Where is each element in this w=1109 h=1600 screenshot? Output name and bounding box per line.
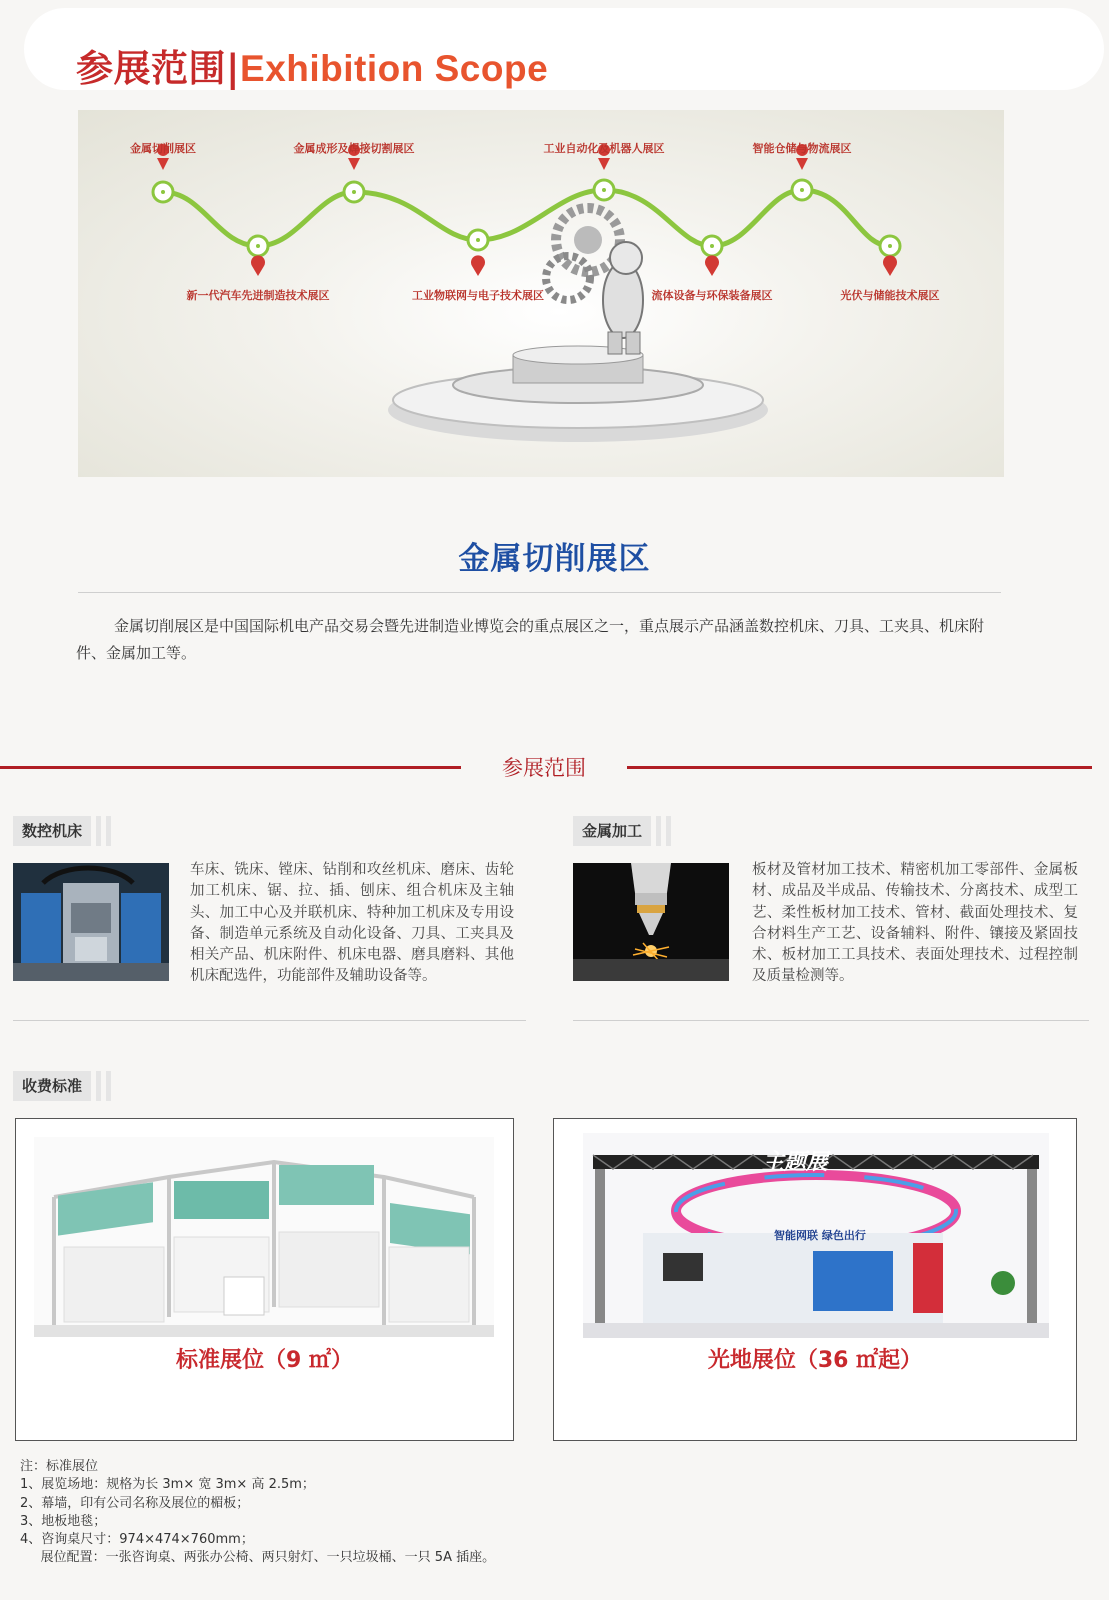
metal-bottom-rule xyxy=(573,1020,1089,1021)
zone-label-top-2: 金属成形及焊接切割展区 xyxy=(293,142,415,155)
zone-label-top-3: 工业自动化及机器人展区 xyxy=(543,142,665,155)
tag-metal-processing: 金属加工 xyxy=(573,816,651,846)
zone-label-bottom-4: 光伏与储能技术展区 xyxy=(840,289,940,302)
note-line: 4、咨询桌尺寸：974×474×760mm； xyxy=(20,1532,254,1548)
note-line: 展位配置：一张咨询桌、两张办公椅、两只射灯、一只垃圾桶、一只 5A 插座。 xyxy=(20,1550,496,1566)
divider-line-right xyxy=(627,766,1092,769)
raw-booth-slogan-text: 智能网联 绿色出行 xyxy=(774,1229,866,1242)
zone-label-bottom-2: 工业物联网与电子技术展区 xyxy=(412,289,544,302)
cnc-bottom-rule xyxy=(13,1020,526,1021)
standard-booth-card xyxy=(15,1118,514,1441)
tag-cnc: 数控机床 xyxy=(13,816,91,846)
exhibition-zones-banner xyxy=(78,110,1004,477)
standard-booth-caption: 标准展位（9 ㎡） xyxy=(176,1348,353,1373)
page-title-cn: 参展范围| xyxy=(76,47,241,90)
zone-label-top-4: 智能仓储与物流展区 xyxy=(752,142,852,155)
section-rule xyxy=(78,592,1001,593)
zone-label-bottom-1: 新一代汽车先进制造技术展区 xyxy=(186,289,330,302)
zone-label-top-1: 金属切削展区 xyxy=(130,142,196,155)
raw-booth-sign-text: 主题展 xyxy=(762,1150,829,1175)
page-title-en: Exhibition Scope xyxy=(240,48,549,89)
page-title xyxy=(76,38,548,92)
zone-label-bottom-3: 流体设备与环保装备展区 xyxy=(651,289,773,302)
section-title: 金属切削展区 xyxy=(458,541,651,577)
standard-booth-illustration xyxy=(34,1137,494,1337)
note-line: 3、地板地毯； xyxy=(20,1513,107,1529)
raw-space-card xyxy=(553,1118,1077,1441)
metal-processing-description: 板材及管材加工技术、精密机加工零部件、金属板材、成品及半成品、传输技术、分离技术、成型工艺、柔性板材加工技术、管材、截面处理技术、复合材料生产工艺、设备辅料、附件、镶接及紧固技术、板材加工工具技术、表面处理技术、过程控制及质量检测等。 xyxy=(752,862,1078,985)
divider-line-left xyxy=(0,766,461,769)
section-intro: 金属切削展区是中国国际机电产品交易会暨先进制造业博览会的重点展区之一，重点展示产品涵盖数控机床、刀具、工夹具、机床附件、金属加工等。 xyxy=(76,617,985,662)
booth-notes xyxy=(20,1458,495,1568)
note-line: 注：标准展位 xyxy=(20,1459,99,1474)
note-line: 2、幕墙，印有公司名称及展位的楣板； xyxy=(20,1495,250,1511)
robot-gears-graphic xyxy=(546,208,643,354)
cnc-machine-photo xyxy=(13,863,169,981)
zone-path-line xyxy=(163,190,890,246)
scope-heading: 参展范围 xyxy=(502,756,586,780)
note-line: 1、展览场地：规格为长 3m× 宽 3m× 高 2.5m； xyxy=(20,1477,315,1493)
raw-space-caption: 光地展位（36 ㎡起） xyxy=(707,1348,923,1373)
tag-fees: 收费标准 xyxy=(13,1071,91,1101)
gear-platform-graphic xyxy=(388,346,768,442)
cnc-description: 车床、铣床、镗床、钻削和攻丝机床、磨床、齿轮加工机床、锯、拉、插、刨床、组合机床及主轴头、加工中心及并联机床、特种加工机床及专用设备、制造单元系统及自动化设备、刀具、工夹具及相关产品、机床附件、机床电器、磨具磨料、其他机床配选件，功能部件及辅助设备等。 xyxy=(190,862,514,985)
laser-cutting-photo xyxy=(573,863,729,981)
location-pin-icons xyxy=(157,144,897,276)
